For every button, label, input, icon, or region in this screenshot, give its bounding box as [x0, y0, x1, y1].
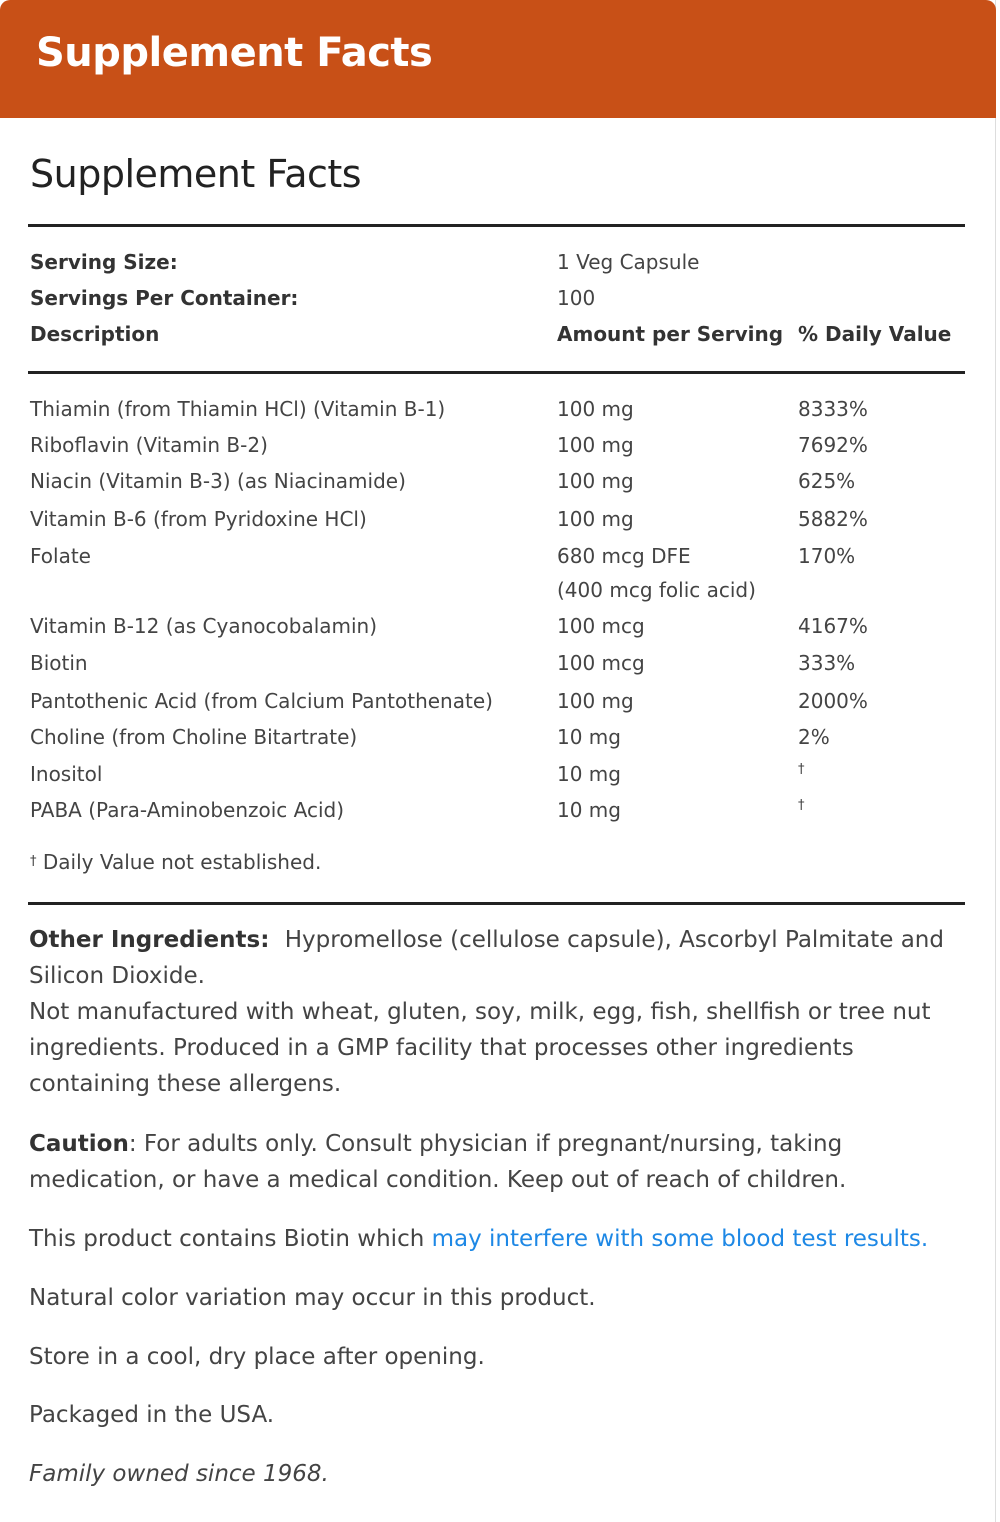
- allergen-text: Not manufactured with wheat, gluten, soy, milk, egg, fish, shellfish or tree nut ingredients. Produced in a GMP facility that processes other ingredients containing these allergens.: [29, 999, 931, 1097]
- family-owned-note: Family owned since 1968.: [29, 1461, 329, 1487]
- biotin-suffix: .: [920, 1226, 929, 1252]
- top-divider: [28, 224, 965, 227]
- storage-note: Store in a cool, dry place after opening.: [29, 1344, 485, 1370]
- nutrient-amount: 10 mg: [557, 725, 621, 749]
- servings-per-container-value: 100: [557, 286, 596, 310]
- footnote-symbol: †: [30, 854, 37, 869]
- nutrient-daily-value: †: [798, 798, 805, 813]
- nutrient-name: PABA (Para-Aminobenzoic Acid): [30, 798, 345, 822]
- nutrient-amount: 100 mg: [557, 397, 634, 421]
- nutrient-name: Riboflavin (Vitamin B-2): [30, 433, 268, 457]
- other-ingredients: [29, 922, 964, 1102]
- other-ingredients-text: Hypromellose (cellulose capsule), Ascorbyl Palmitate and Silicon Dioxide.: [29, 927, 944, 989]
- nutrient-name: Inositol: [30, 762, 103, 786]
- header-description: Description: [30, 322, 160, 346]
- caution: [29, 1126, 964, 1198]
- nutrient-amount: 100 mcg: [557, 651, 645, 675]
- nutrient-amount: 10 mg: [557, 798, 621, 822]
- nutrient-daily-value: 4167%: [798, 614, 868, 638]
- footnote: [30, 850, 321, 874]
- other-ingredients-label: Other Ingredients:: [29, 927, 270, 953]
- bottom-divider: [28, 902, 965, 905]
- nutrient-name: Biotin: [30, 651, 88, 675]
- nutrient-name: Pantothenic Acid (from Calcium Pantothenate): [30, 689, 493, 713]
- nutrient-amount: 100 mg: [557, 433, 634, 457]
- nutrient-daily-value: 5882%: [798, 507, 868, 531]
- banner-title: Supplement Facts: [36, 30, 433, 76]
- facts-title: Supplement Facts: [30, 152, 362, 196]
- nutrient-amount: 100 mg: [557, 507, 634, 531]
- nutrient-daily-value: 2%: [798, 725, 830, 749]
- caution-label: Caution: [29, 1131, 129, 1157]
- header-daily-value: % Daily Value: [798, 322, 952, 346]
- color-variation-note: Natural color variation may occur in this product.: [29, 1285, 596, 1311]
- header-divider: [28, 371, 965, 374]
- nutrient-amount: 100 mcg: [557, 614, 645, 638]
- nutrient-daily-value: 8333%: [798, 397, 868, 421]
- servings-per-container-label: Servings Per Container:: [30, 286, 299, 310]
- nutrient-name: Folate: [30, 544, 91, 568]
- biotin-notice: [29, 1221, 964, 1257]
- serving-size-label: Serving Size:: [30, 250, 178, 274]
- footnote-text: Daily Value not established.: [42, 850, 322, 874]
- biotin-prefix: This product contains Biotin which: [29, 1226, 432, 1252]
- nutrient-name: Thiamin (from Thiamin HCl) (Vitamin B-1): [30, 397, 446, 421]
- nutrient-name: Vitamin B-6 (from Pyridoxine HCl): [30, 507, 367, 531]
- nutrient-daily-value: 2000%: [798, 689, 868, 713]
- header-banner: [0, 0, 996, 118]
- serving-size-value: 1 Veg Capsule: [557, 250, 700, 274]
- packaged-note: Packaged in the USA.: [29, 1402, 275, 1428]
- nutrient-name: Vitamin B-12 (as Cyanocobalamin): [30, 614, 378, 638]
- nutrient-amount: 10 mg: [557, 762, 621, 786]
- header-amount: Amount per Serving: [557, 322, 784, 346]
- nutrient-amount: 100 mg: [557, 689, 634, 713]
- nutrient-daily-value: 333%: [798, 651, 856, 675]
- nutrient-daily-value: †: [798, 762, 805, 777]
- nutrient-amount-note: (400 mcg folic acid): [557, 578, 756, 602]
- nutrient-name: Niacin (Vitamin B-3) (as Niacinamide): [30, 469, 406, 493]
- nutrient-amount: 680 mcg DFE: [557, 544, 691, 568]
- nutrient-daily-value: 625%: [798, 469, 856, 493]
- biotin-test-link[interactable]: may interfere with some blood test results: [431, 1226, 921, 1252]
- nutrient-daily-value: 170%: [798, 544, 856, 568]
- nutrient-amount: 100 mg: [557, 469, 634, 493]
- nutrient-daily-value: 7692%: [798, 433, 868, 457]
- nutrient-name: Choline (from Choline Bitartrate): [30, 725, 358, 749]
- caution-text: : For adults only. Consult physician if pregnant/nursing, taking medication, or have a medical condition. Keep out of reach of children.: [29, 1131, 847, 1193]
